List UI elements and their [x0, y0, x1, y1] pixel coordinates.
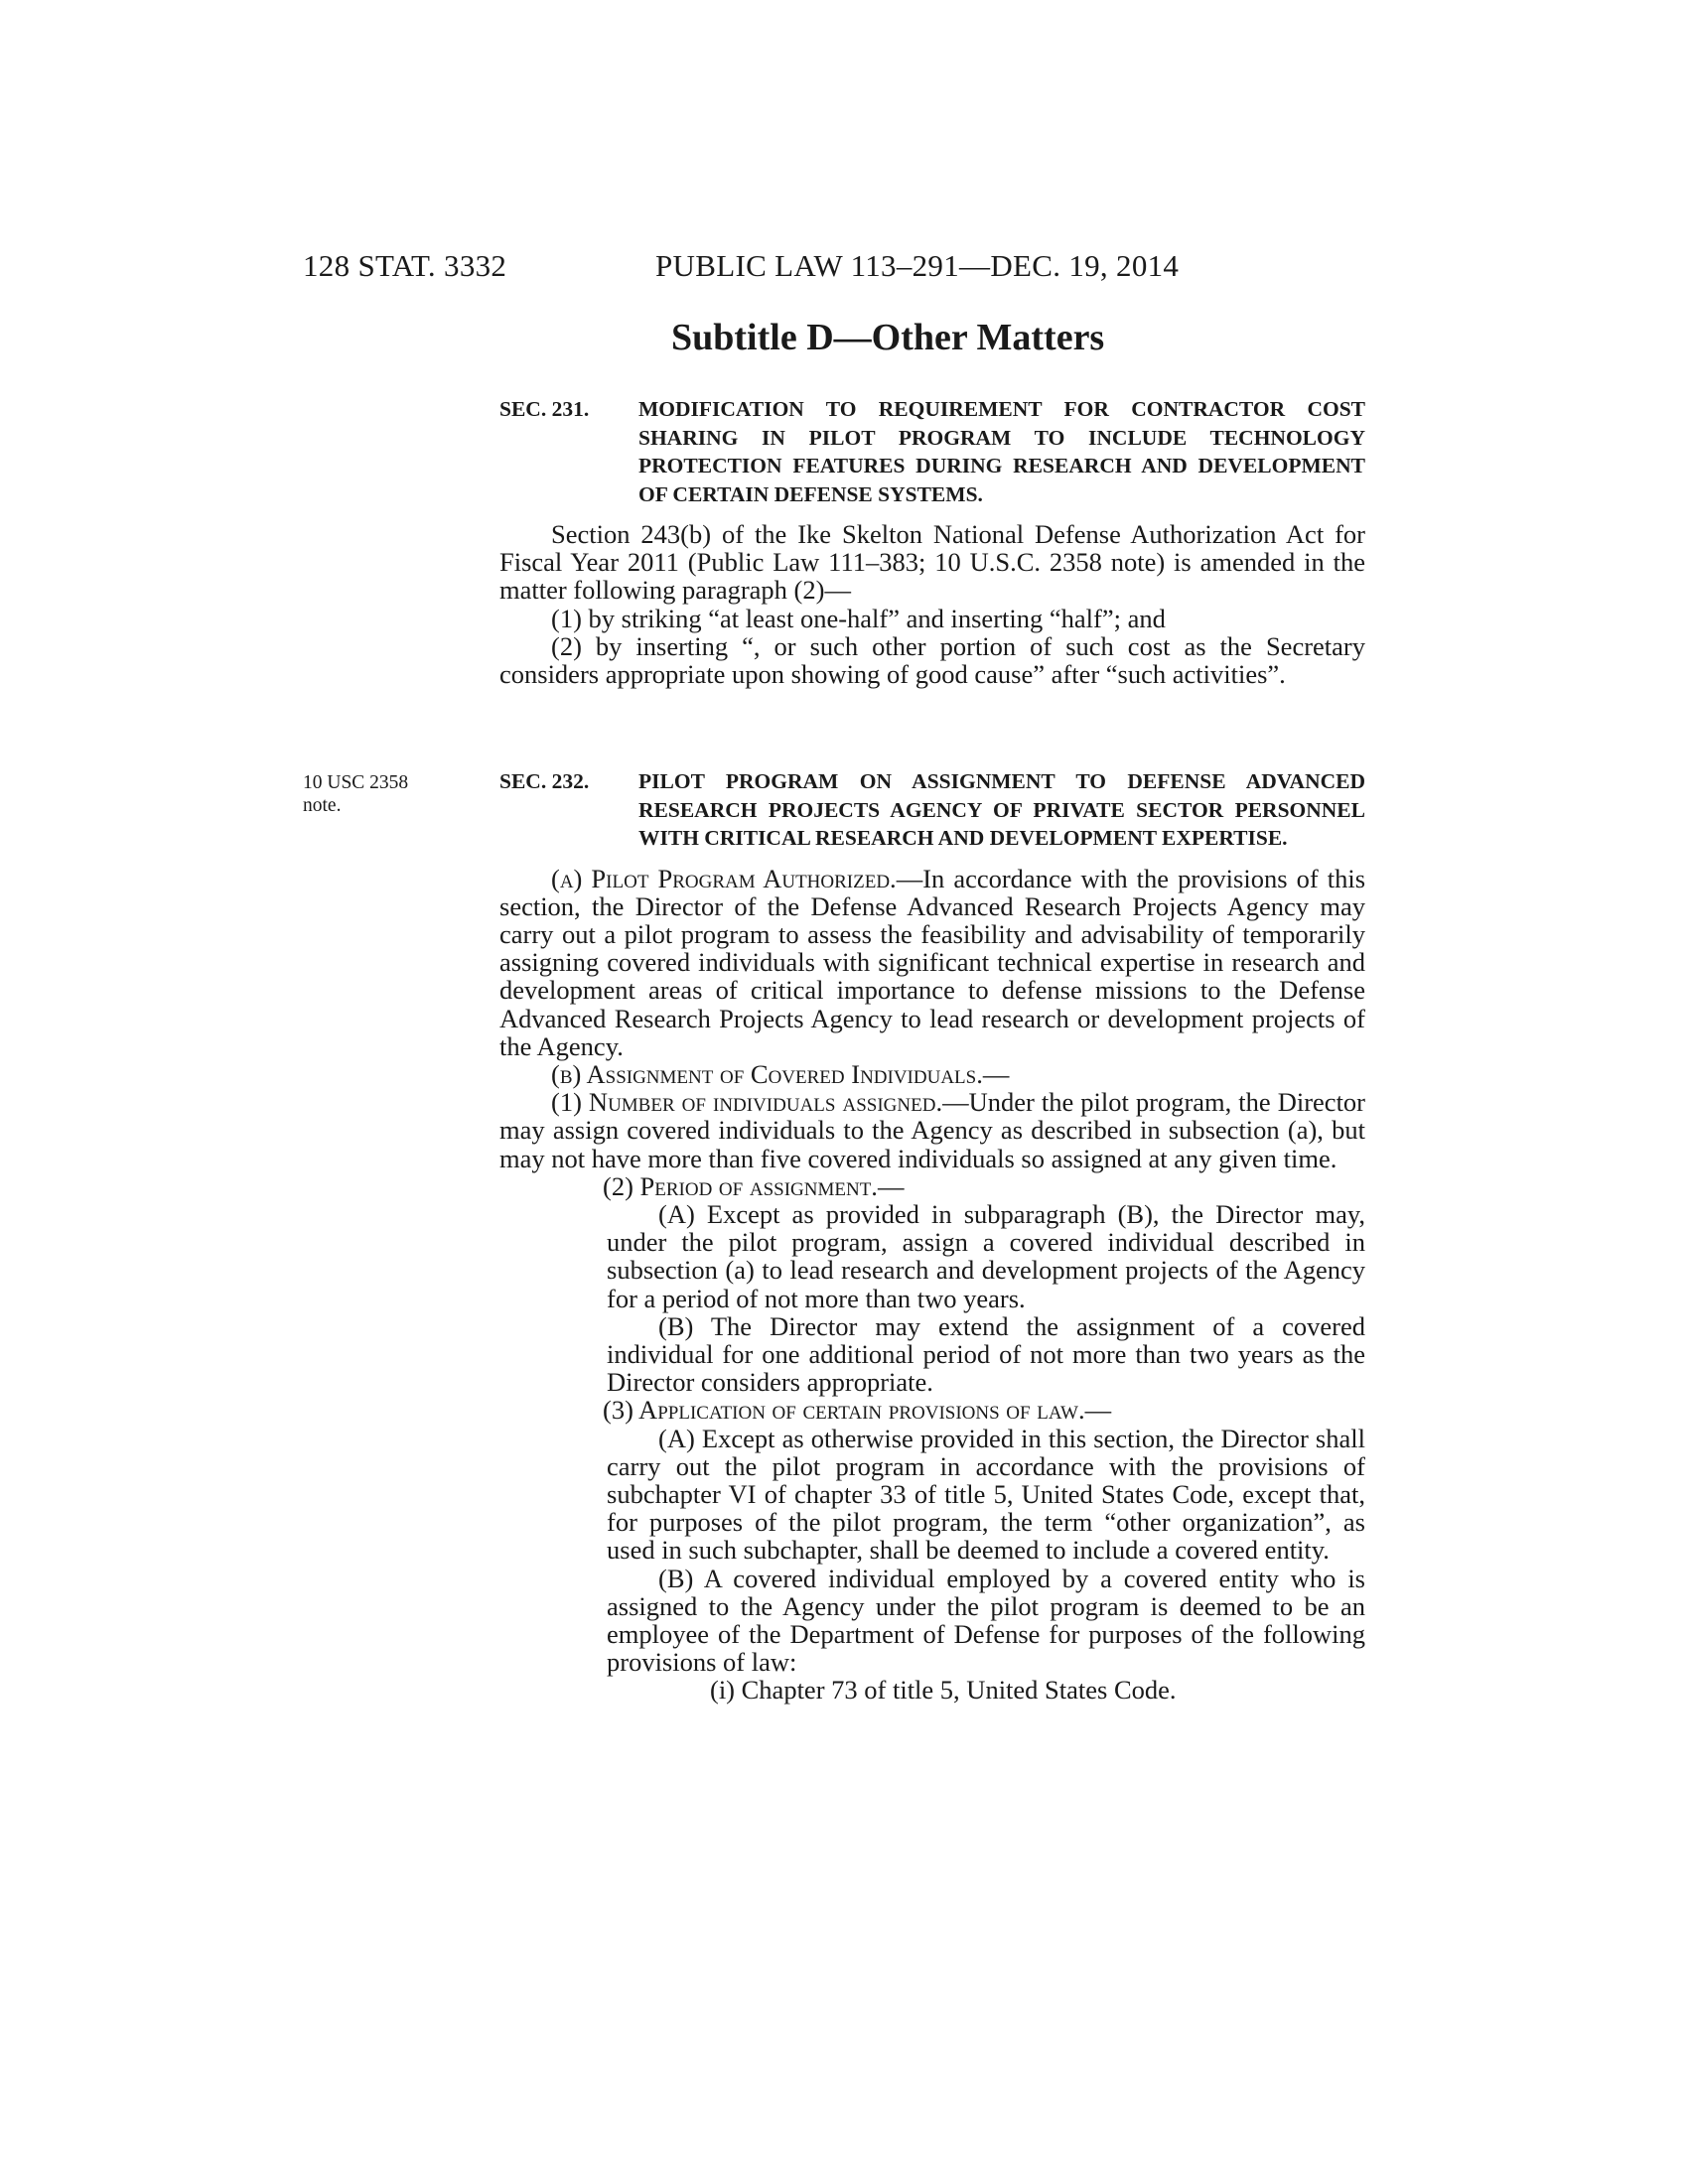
subsection-a — [499, 865, 1365, 1060]
margin-note-citation: 10 USC 2358 — [303, 772, 409, 793]
section-232-heading — [499, 767, 1365, 853]
subparagraph-b3a: (A) Except as otherwise provided in this section, the Director shall carry out the pilot program in accordance with the provisions of subchapter VI of chapter 33 of title 5, United States Code, except that, for purposes of the pilot program, the term “other organization”, as used in such subchapter, shall be deemed to include a covered entity. — [607, 1423, 1365, 1566]
section-232-number: SEC. 232. — [499, 769, 590, 793]
subsection-a-text: —In accordance with the provisions of this section, the Director of the Defense Advanced Research Projects Agency may carry out a pilot program to assess the feasibility and advisability of temporarily assigning covered individuals with significant technical expertise in research and development areas of critical importance to defense missions to the Defense Advanced Research Projects Agency to lead research or development projects of the Agency. — [499, 863, 1366, 1061]
paragraph-b2-text: — — [877, 1170, 905, 1201]
public-law-citation: PUBLIC LAW 113–291—DEC. 19, 2014 — [655, 248, 1180, 283]
paragraph-b1-text: —Under the pilot program, the Director may assign covered individuals to the Agency as described in subsection (a), but may not have more than five covered individuals so assigned at any given time. — [499, 1087, 1366, 1173]
paragraph-b2 — [499, 1172, 1365, 1200]
paragraph-b2-label: (2) Period of assignment. — [603, 1170, 878, 1201]
subsection-b — [499, 1060, 1365, 1088]
section-231-title: MODIFICATION TO REQUIREMENT FOR CONTRACTOR COST SHARING IN PILOT PROGRAM TO INCLUDE TECHNOLOGY PROTECTION FEATURES DURING RESEARCH AND DEVELOPMENT OF CERTAIN DEFENSE SYSTEMS. — [638, 397, 1365, 506]
subparagraph-b2b: (B) The Director may extend the assignment of a covered individual for one additional period of not more than two years as the Director considers appropriate. — [607, 1310, 1365, 1398]
section-231-number: SEC. 231. — [499, 397, 590, 421]
paragraph-b3 — [499, 1396, 1365, 1424]
clause-b3b-i: (i) Chapter 73 of title 5, United States Code. — [710, 1675, 1177, 1706]
paragraph-b1 — [448, 1088, 1365, 1172]
subtitle-heading: Subtitle D—Other Matters — [671, 317, 1105, 358]
subsection-b-label: (b) Assignment of Covered Individuals. — [551, 1058, 983, 1089]
section-231 — [499, 395, 1365, 688]
section-232 — [499, 767, 1365, 1705]
subsection-a-label: (a) Pilot Program Authorized. — [551, 863, 897, 893]
section-231-heading — [499, 395, 1365, 508]
subparagraph-b2a: (A) Except as provided in subparagraph (B), the Director may, under the pilot program, assign a covered individual described in subsection (a) to lead research and development projects of the Agency for a period of not more than two years. — [607, 1198, 1365, 1313]
statute-page-number: 128 STAT. 3332 — [303, 248, 507, 283]
section-231-item-1: (1) by striking “at least one-half” and inserting “half”; and — [551, 603, 1166, 633]
section-231-item-2: (2) by inserting “, or such other portion of such cost as the Secretary considers appropriate upon showing of good cause” after “such activities”. — [499, 630, 1365, 690]
section-232-title: PILOT PROGRAM ON ASSIGNMENT TO DEFENSE ADVANCED RESEARCH PROJECTS AGENCY OF PRIVATE SECTOR PERSONNEL WITH CRITICAL RESEARCH AND DEVELOPMENT EXPERTISE. — [638, 769, 1365, 850]
margin-note-suffix: note. — [303, 795, 342, 816]
section-231-intro: Section 243(b) of the Ike Skelton National Defense Authorization Act for Fiscal Year 2011 (Public Law 111–383; 10 U.S.C. 2358 note) is amended in the matter following paragraph (2)— — [499, 519, 1365, 606]
paragraph-b3-label: (3) Application of certain provisions of law. — [603, 1395, 1085, 1426]
paragraph-b3-text: — — [1084, 1395, 1112, 1426]
paragraph-b1-label: (1) Number of individuals assigned. — [551, 1087, 943, 1118]
subsection-b-text: — — [982, 1058, 1010, 1089]
margin-note — [303, 771, 452, 817]
subparagraph-b3b: (B) A covered individual employed by a covered entity who is assigned to the Agency under the pilot program is deemed to be an employee of the Department of Defense for purposes of the following provisions of law: — [607, 1563, 1365, 1678]
